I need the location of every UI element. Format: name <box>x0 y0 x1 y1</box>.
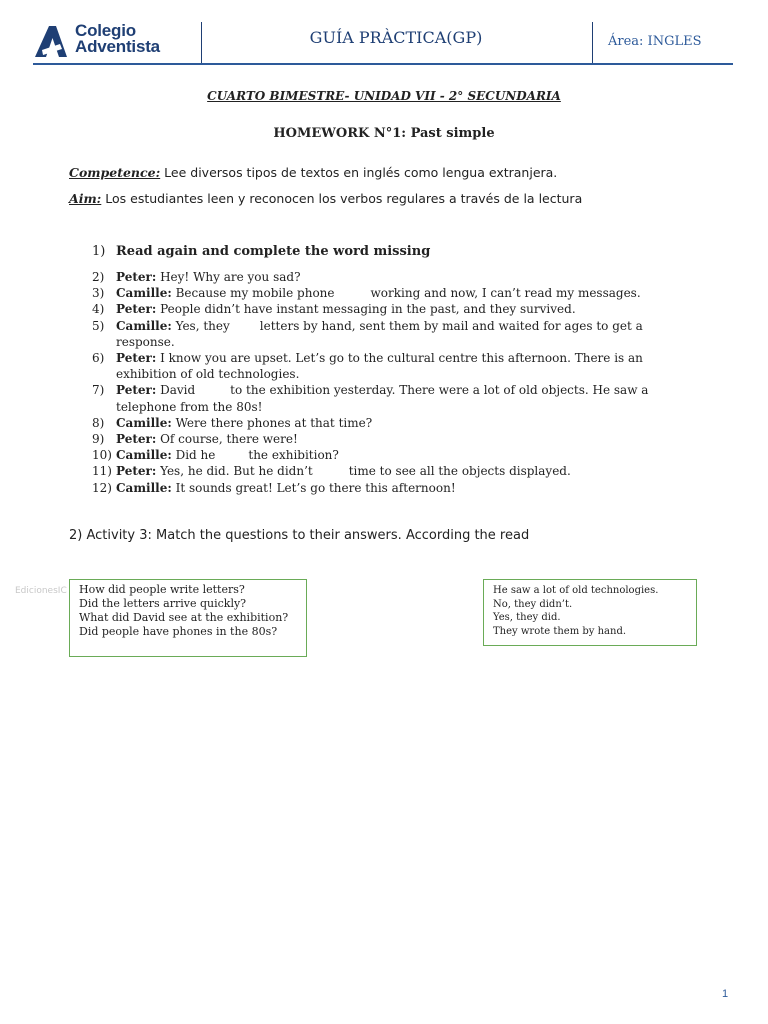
logo-line1: Colegio <box>75 21 136 40</box>
speaker-name: Peter: <box>116 464 157 479</box>
speaker-name: Peter: <box>116 302 157 317</box>
dialogue-body <box>116 480 692 496</box>
competence-text: Lee diversos tipos de textos en inglés como lengua extranjera. <box>160 165 558 180</box>
dialogue-text: Yes, they <box>171 318 230 333</box>
question-item: Did people have phones in the 80s? <box>79 625 278 638</box>
dialogue-text: Of course, there were! <box>156 432 298 447</box>
dialogue-text: David <box>156 383 196 398</box>
dialogue-text: to the exhibition yesterday. There were a lot of old objects. He saw a telephone from the 80s! <box>116 383 649 414</box>
activity-instruction: 2) Activity 3: Match the questions to their answers. According the read <box>69 528 530 543</box>
dialogue-body <box>116 269 692 285</box>
dialogue-line <box>92 463 692 479</box>
question-item: How did people write letters? <box>79 583 245 596</box>
dialogue-number: 10) <box>92 448 112 463</box>
watermark: EdicionesIC <box>15 586 67 596</box>
dialogue-text: the exhibition? <box>248 448 339 463</box>
dialogue-text: I know you are upset. Let’s go to the cultural centre this afternoon. There is an exhibition of old technologies. <box>116 351 643 382</box>
dialogue-text: Did he <box>171 448 216 463</box>
answers-box <box>483 579 697 646</box>
speaker-name: Camille: <box>116 318 172 333</box>
dialogue-line <box>92 318 692 350</box>
competence-label: Competence: <box>69 165 161 180</box>
page-number: 1 <box>722 988 729 1000</box>
guide-title: GUÍA PRÀCTICA(GP) <box>309 28 483 47</box>
dialogue-number: 12) <box>92 480 112 495</box>
dialogue-line <box>92 415 692 431</box>
homework-title: HOMEWORK N°1: Past simple <box>273 126 495 141</box>
dialogue-number: 5) <box>92 318 105 333</box>
question-item: Did the letters arrive quickly? <box>79 597 247 610</box>
unit-line: CUARTO BIMESTRE- UNIDAD VII - 2° SECUNDARIA <box>207 89 561 103</box>
header-rule <box>33 63 733 65</box>
dialogue-text: Because my mobile phone <box>171 286 335 301</box>
dialogue-text: letters by hand, sent them by mail and waited for ages to get a response. <box>116 318 643 349</box>
dialogue-text: Yes, he did. But he didn’t <box>156 464 313 479</box>
speaker-name: Camille: <box>116 415 172 430</box>
dialogue-body <box>116 318 692 350</box>
competence-line <box>69 165 557 180</box>
dialogue-number: 9) <box>92 432 105 447</box>
speaker-name: Camille: <box>116 448 172 463</box>
aim-text: Los estudiantes leen y reconocen los verbos regulares a través de la lectura <box>101 191 583 206</box>
questions-box <box>69 579 307 657</box>
logo-text <box>75 23 160 55</box>
dialogue-line <box>92 301 692 317</box>
dialogue-number: 7) <box>92 383 105 398</box>
dialogue-body <box>116 285 692 301</box>
speaker-name: Camille: <box>116 286 172 301</box>
dialogue-line <box>92 382 692 414</box>
dialogue-number: 8) <box>92 415 105 430</box>
speaker-name: Peter: <box>116 351 157 366</box>
school-logo <box>33 22 198 62</box>
speaker-name: Peter: <box>116 383 157 398</box>
dialogue-line <box>92 431 692 447</box>
aim-line <box>69 191 582 206</box>
speaker-name: Peter: <box>116 432 157 447</box>
logo-a-icon <box>33 24 69 58</box>
dialogue-body <box>116 301 692 317</box>
dialogue-number: 2) <box>92 270 105 284</box>
dialogue-text: People didn’t have instant messaging in the past, and they survived. <box>156 302 576 317</box>
dialogue-number: 11) <box>92 464 112 479</box>
dialogue-text: It sounds great! Let’s go there this afternoon! <box>171 480 456 495</box>
dialogue-line <box>92 269 692 285</box>
dialogue-body <box>116 431 692 447</box>
dialogue-body <box>116 350 692 382</box>
answer-item: He saw a lot of old technologies. <box>493 585 659 596</box>
answer-item: No, they didn’t. <box>493 598 573 610</box>
dialogue-list <box>92 269 692 496</box>
answer-item: They wrote them by hand. <box>493 625 627 637</box>
question-1-number: 1) <box>92 244 106 259</box>
dialogue-number: 6) <box>92 351 105 366</box>
question-1-text: Read again and complete the word missing <box>116 244 431 259</box>
dialogue-text: time to see all the objects displayed. <box>348 464 571 479</box>
dialogue-number: 3) <box>92 286 105 301</box>
dialogue-text: working and now, I can’t read my messages. <box>370 286 641 301</box>
dialogue-body <box>116 415 692 431</box>
aim-label: Aim: <box>69 191 102 206</box>
header-divider-right <box>592 22 593 64</box>
question-1 <box>92 244 430 259</box>
logo-line2: Adventista <box>75 37 160 56</box>
dialogue-body <box>116 447 692 463</box>
speaker-name: Camille: <box>116 480 172 495</box>
dialogue-line <box>92 480 692 496</box>
dialogue-line <box>92 285 692 301</box>
dialogue-number: 4) <box>92 302 105 317</box>
subject-area: Área: INGLES <box>608 34 702 49</box>
dialogue-line <box>92 447 692 463</box>
speaker-name: Peter: <box>116 270 157 284</box>
dialogue-line <box>92 350 692 382</box>
dialogue-text: Hey! Why are you sad? <box>156 270 301 284</box>
dialogue-text: Were there phones at that time? <box>171 415 373 430</box>
answer-item: Yes, they did. <box>493 612 561 623</box>
question-item: What did David see at the exhibition? <box>79 611 289 624</box>
dialogue-body <box>116 463 692 479</box>
dialogue-body <box>116 382 692 414</box>
